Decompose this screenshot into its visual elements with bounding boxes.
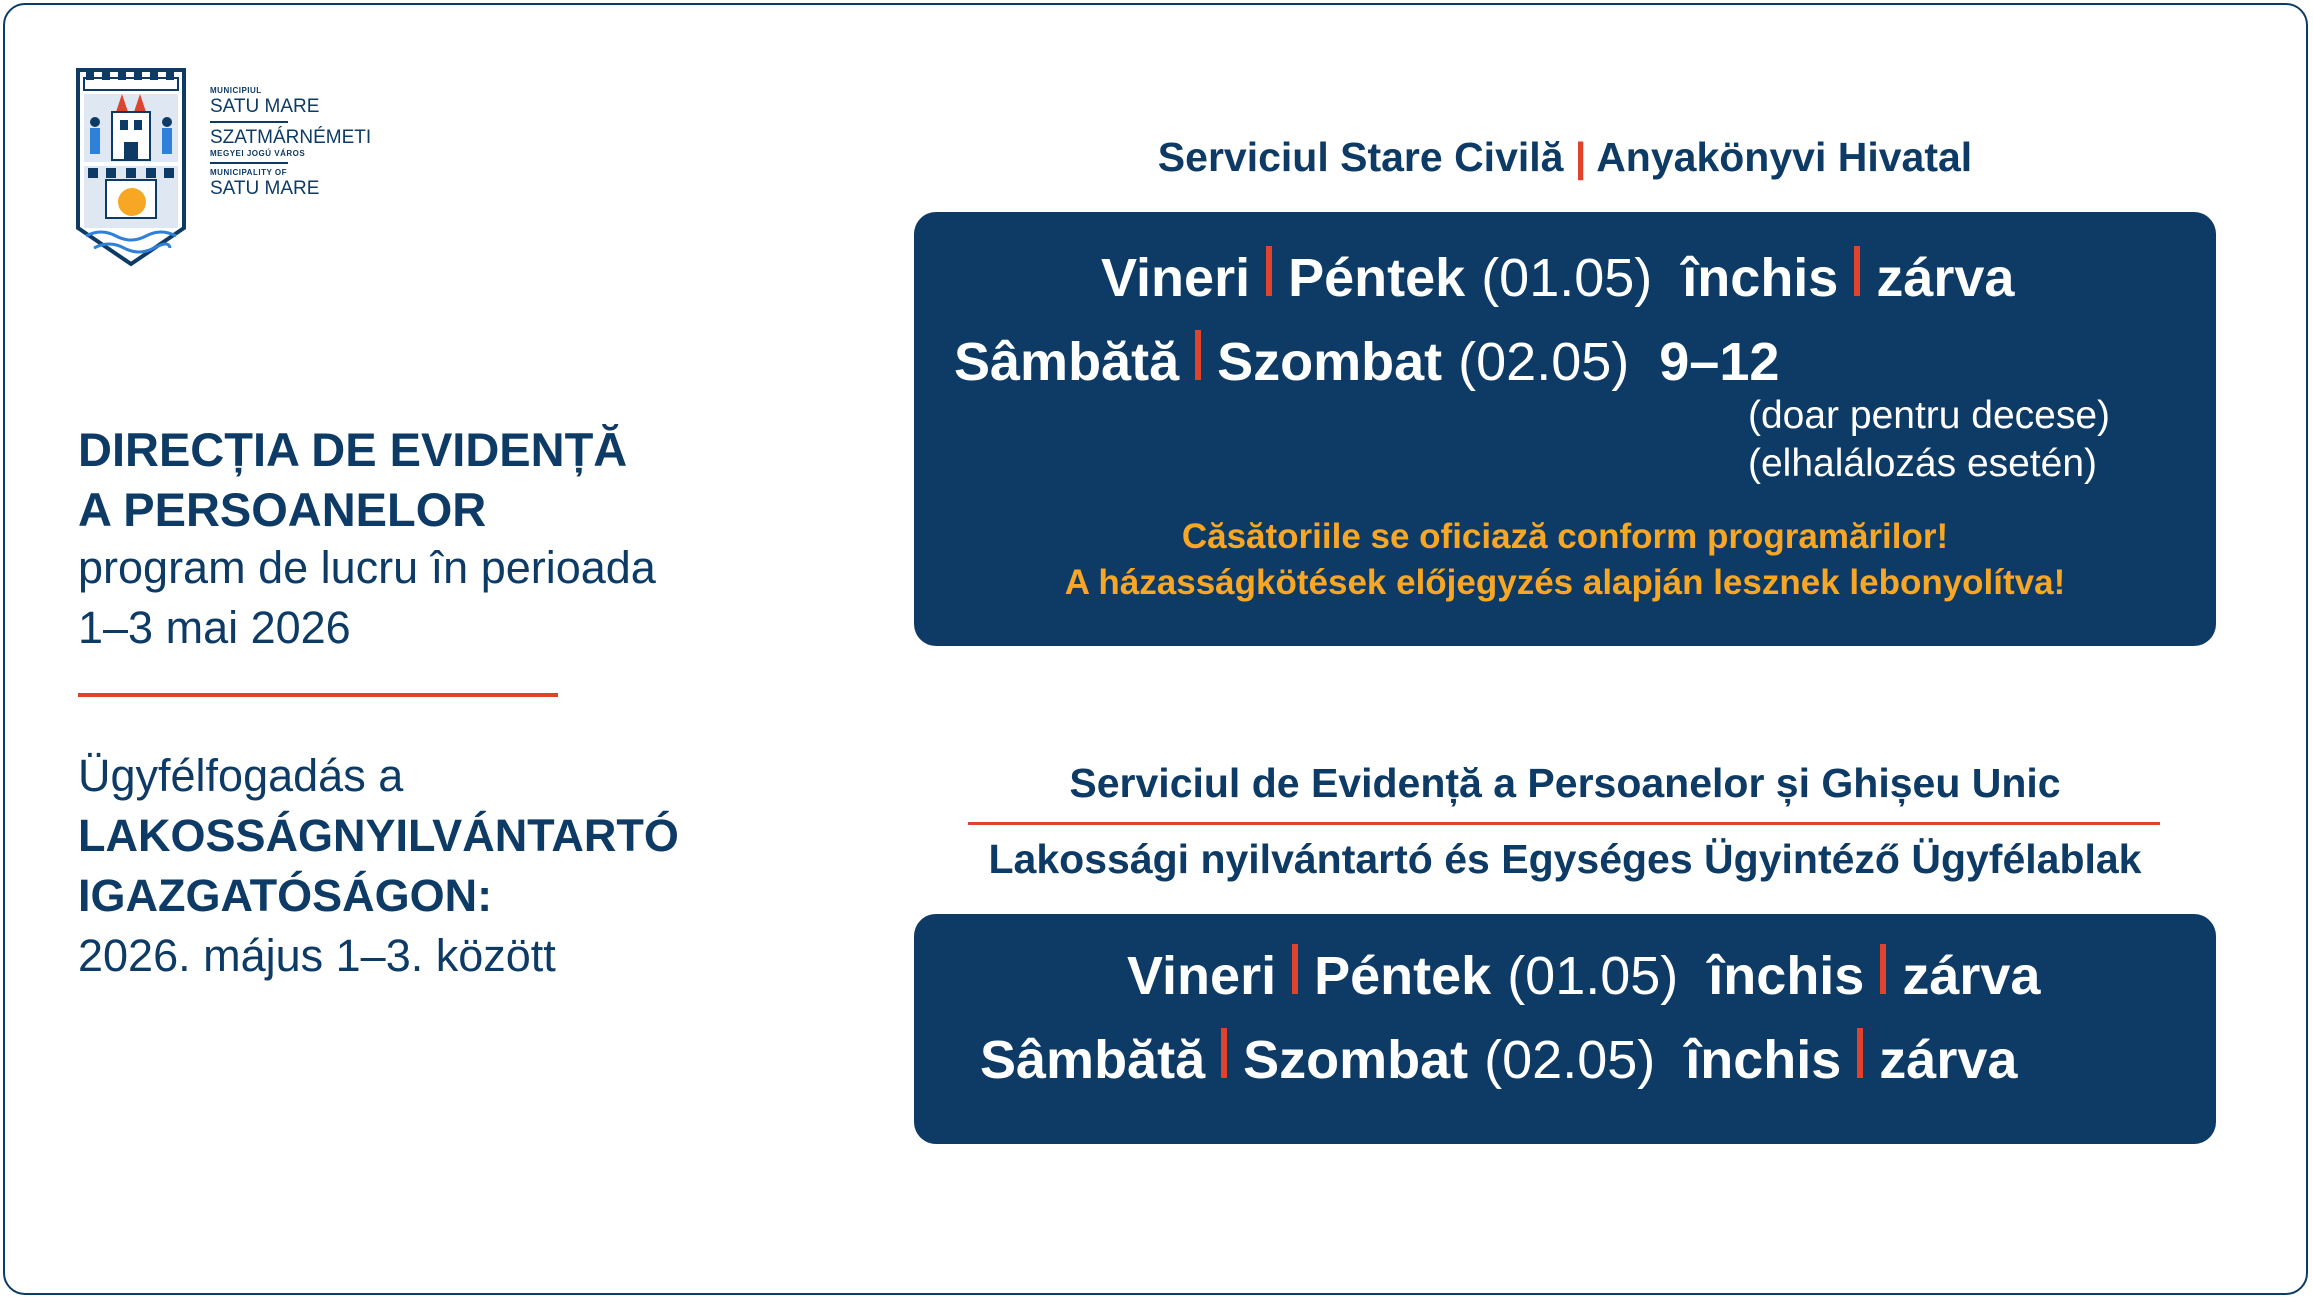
- day-ro: Vineri: [1101, 248, 1251, 308]
- divider: [78, 693, 558, 697]
- heading-ro: Serviciul Stare Civilă: [1157, 134, 1564, 180]
- notice-ro: Căsătoriile se oficiază conform programărilor!: [1181, 517, 1949, 556]
- notice-hu: A házasságkötések előjegyzés alapján lesznek lebonyolítva!: [1064, 563, 2066, 602]
- separator: [1292, 944, 1298, 994]
- date: (01.05): [1507, 946, 1679, 1006]
- schedule-box-civil: [914, 212, 2216, 646]
- city-logo: [76, 68, 416, 268]
- title-line: A PERSOANELOR: [78, 483, 487, 536]
- day-ro: Vineri: [1127, 946, 1277, 1006]
- status-ro: închis: [1685, 1030, 1842, 1090]
- section2-heading-ro: Serviciul de Evidență a Persoanelor și Ghișeu Unic: [1069, 760, 2061, 806]
- hu-line: Ügyfélfogadás a: [78, 750, 404, 801]
- status-hu: zárva: [1902, 946, 2041, 1006]
- schedule-row-saturday: [954, 330, 1779, 393]
- day-hu: Péntek: [1288, 248, 1466, 308]
- period-subtitle: [78, 538, 656, 658]
- logo-divider: [210, 162, 288, 164]
- logo-line2: SZATMÁRNÉMETI: [210, 127, 372, 148]
- logo-divider: [210, 121, 288, 123]
- day-ro: Sâmbătă: [980, 1030, 1206, 1090]
- schedule-row-friday: [1127, 944, 2040, 1007]
- wedding-notice: [914, 514, 2216, 606]
- day-hu: Szombat: [1217, 332, 1443, 392]
- logo-text: [210, 86, 420, 200]
- hungarian-title: [78, 746, 679, 986]
- status-hu: zárva: [1879, 1030, 2018, 1090]
- hours-note: [1748, 392, 2110, 488]
- separator: [1880, 944, 1886, 994]
- subtitle-line: 1–3 mai 2026: [78, 602, 351, 653]
- note-hu: (elhalálozás esetén): [1748, 442, 2098, 485]
- status-ro: închis: [1708, 946, 1865, 1006]
- separator: [1195, 330, 1201, 380]
- schedule-row-friday: [1101, 246, 2014, 309]
- coat-of-arms-icon: [76, 68, 186, 268]
- hu-line: 2026. május 1–3. között: [78, 930, 556, 981]
- separator: [1857, 1028, 1863, 1078]
- subtitle-line: program de lucru în perioada: [78, 542, 656, 593]
- logo-line2-small: MEGYEI JOGÚ VÁROS: [210, 149, 306, 158]
- title-line: DIRECȚIA DE EVIDENȚĂ: [78, 423, 628, 476]
- schedule-box-records: [914, 914, 2216, 1144]
- logo-line1-small: MUNICIPIUL: [210, 86, 262, 95]
- separator: |: [1574, 134, 1597, 180]
- separator: [1266, 246, 1272, 296]
- page-title: [78, 420, 627, 540]
- day-ro: Sâmbătă: [954, 332, 1180, 392]
- divider: [968, 822, 2160, 825]
- hu-line: LAKOSSÁGNYILVÁNTARTÓ: [78, 810, 679, 861]
- date: (02.05): [1484, 1030, 1656, 1090]
- date: (01.05): [1481, 248, 1653, 308]
- heading-hu: Anyakönyvi Hivatal: [1596, 134, 1973, 180]
- logo-line3-small: MUNICIPALITY OF: [210, 168, 287, 177]
- date: (02.05): [1458, 332, 1630, 392]
- section2-heading-hu: Lakossági nyilvántartó és Egységes Ügyintéző Ügyfélablak: [988, 836, 2142, 882]
- day-hu: Péntek: [1314, 946, 1492, 1006]
- status-hu: zárva: [1876, 248, 2015, 308]
- logo-line1: SATU MARE: [210, 96, 320, 117]
- section1-heading: [914, 134, 2216, 181]
- separator: [1854, 246, 1860, 296]
- schedule-row-saturday: [980, 1028, 2017, 1091]
- status-ro: închis: [1682, 248, 1839, 308]
- hours: 9–12: [1659, 332, 1780, 392]
- logo-line3: SATU MARE: [210, 178, 320, 199]
- day-hu: Szombat: [1243, 1030, 1469, 1090]
- hu-line: IGAZGATÓSÁGON:: [78, 870, 493, 921]
- separator: [1221, 1028, 1227, 1078]
- note-ro: (doar pentru decese): [1748, 394, 2111, 437]
